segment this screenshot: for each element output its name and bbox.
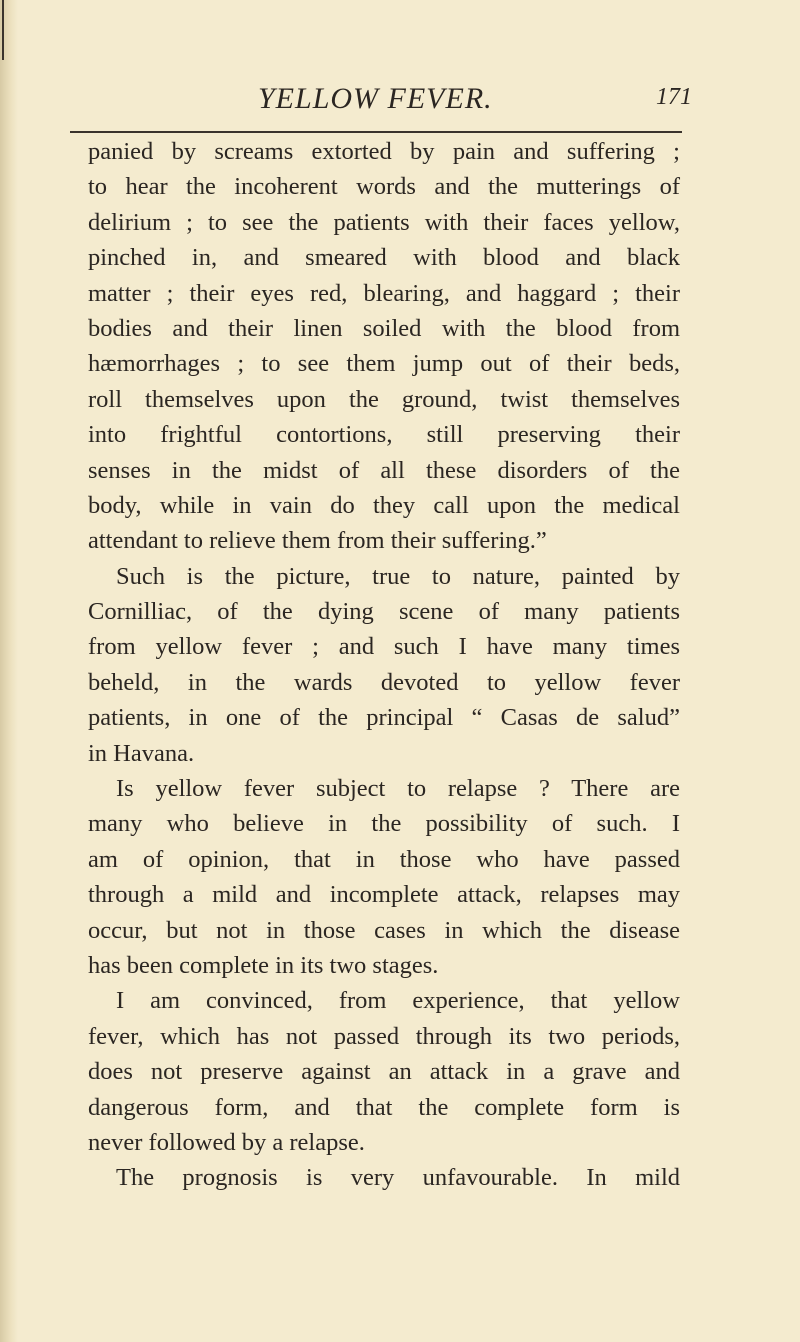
text-line: delirium ; to see the patients with their faces yellow, — [88, 208, 680, 236]
body-text — [88, 134, 680, 1196]
text-line: panied by screams extorted by pain and suffering ; — [88, 138, 680, 165]
text-line: from yellow fever ; and such I have many times — [88, 633, 680, 661]
text-line: pinched in, and smeared with blood and black — [88, 244, 680, 272]
text-line: in Havana. — [88, 739, 195, 767]
text-line: Such is the picture, true to nature, painted by — [116, 562, 680, 590]
page-number: 171 — [656, 84, 692, 110]
header-rule — [70, 131, 682, 133]
page-edge-shadow — [0, 0, 18, 1342]
text-line: beheld, in the wards devoted to yellow fever — [88, 668, 680, 696]
text-line: body, while in vain do they call upon the medical — [88, 491, 680, 519]
running-title: YELLOW FEVER. — [258, 82, 493, 115]
text-line: I am convinced, from experience, that yellow — [116, 987, 680, 1015]
text-line: The prognosis is very unfavourable. In mild — [116, 1164, 680, 1192]
text-line: hæmorrhages ; to see them jump out of their beds, — [88, 350, 680, 378]
binding-mark — [2, 0, 4, 60]
text-line: dangerous form, and that the complete form is — [88, 1093, 680, 1121]
text-line: roll themselves upon the ground, twist themselves — [88, 385, 680, 413]
text-line: bodies and their linen soiled with the blood from — [88, 314, 680, 342]
text-line: does not preserve against an attack in a grave and — [88, 1058, 680, 1086]
text-line: senses in the midst of all these disorders of the — [88, 456, 680, 484]
text-line: am of opinion, that in those who have passed — [88, 845, 680, 873]
text-line: attendant to relieve them from their suffering.” — [88, 527, 547, 555]
text-line: patients, in one of the principal “ Casas de salud” — [88, 704, 680, 732]
text-line: has been complete in its two stages. — [88, 951, 439, 979]
page-header — [0, 82, 800, 122]
text-line: fever, which has not passed through its two periods, — [88, 1022, 680, 1050]
text-line: into frightful contortions, still preserving their — [88, 421, 680, 449]
text-line: to hear the incoherent words and the mutterings of — [88, 173, 680, 201]
text-line: many who believe in the possibility of such. I — [88, 810, 680, 838]
text-line: through a mild and incomplete attack, relapses may — [88, 881, 680, 909]
text-line: Cornilliac, of the dying scene of many patients — [88, 598, 680, 626]
text-line: never followed by a relapse. — [88, 1128, 365, 1156]
text-line: occur, but not in those cases in which the disease — [88, 916, 680, 944]
text-line: matter ; their eyes red, blearing, and haggard ; their — [88, 279, 680, 307]
text-line: Is yellow fever subject to relapse ? There are — [116, 775, 680, 803]
